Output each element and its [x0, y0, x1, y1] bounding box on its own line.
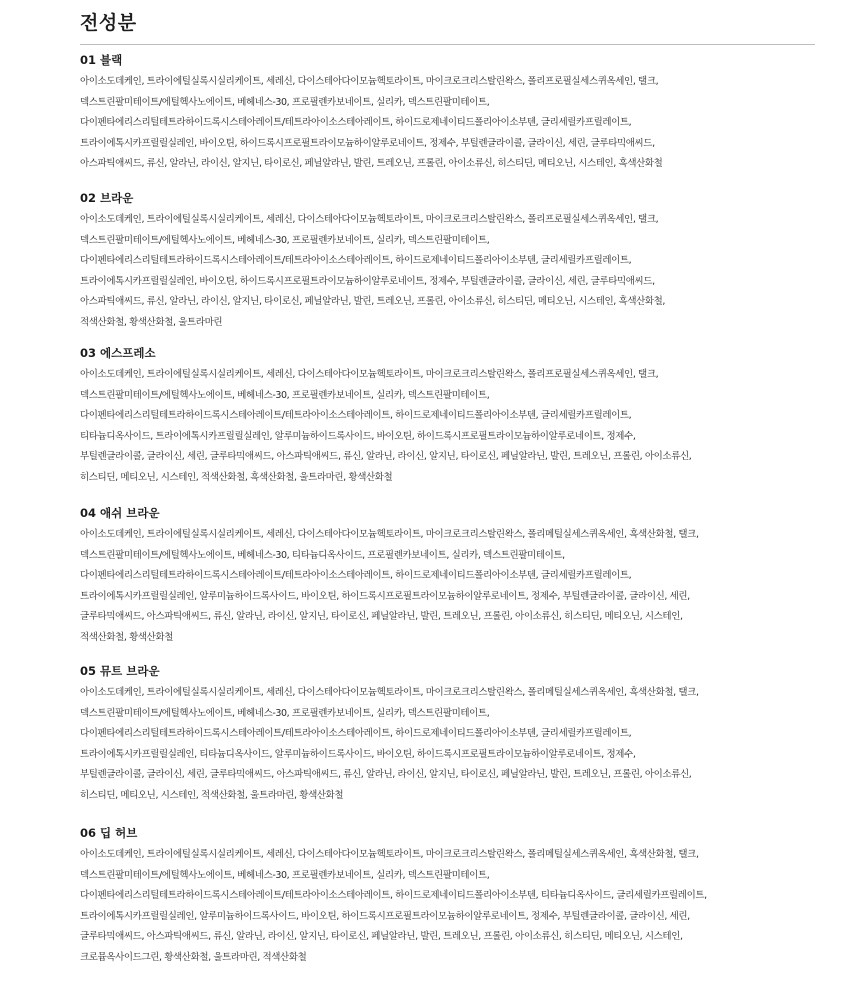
- ingredient-line: 다이펜타에리스리틸테트라하이드록시스테아레이트/테트라아이소스테아레이트, 하이드로제네이티드폴리아이소부텐, 글리세릴카프릴레이트,: [80, 728, 632, 739]
- ingredient-line: 트라이에톡시카프릴릴실레인, 티타늄디옥사이드, 알루미늄하이드록사이드, 바이오틴, 하이드록시프로필트라이모늄하이알루로네이트, 정제수,: [80, 748, 636, 760]
- ingredient-line: 아이소도데케인, 트라이에틸실록시실리케이트, 세레신, 다이스테아다이모늄헥토라이트, 마이크로크리스탈린왁스, 폴리프로필실세스퀴옥세인, 탤크,: [80, 369, 659, 380]
- ingredient-line: 아이소도데케인, 트라이에틸실록시실리케이트, 세레신, 다이스테아다이모늄헥토라이트, 마이크로크리스탈린왁스, 폴리메틸실세스퀴옥세인, 흑색산화철, 탤크,: [80, 687, 699, 698]
- ingredient-line: 글루타믹애씨드, 아스파틱애씨드, 류신, 알라닌, 라이신, 알지닌, 타이로신, 페닐알라닌, 발린, 트레오닌, 프롤린, 아이소류신, 히스티딘, 메티오닌, 시스테인,: [80, 931, 683, 942]
- ingredient-line: 부틸렌글라이콜, 글라이신, 세린, 글루타믹애씨드, 아스파틱애씨드, 류신, 알라닌, 라이신, 알지닌, 타이로신, 페닐알라닌, 발린, 트레오닌, 프롤린, 아이소류신,: [80, 769, 692, 780]
- ingredient-line: 티타늄디옥사이드, 트라이에톡시카프릴릴실레인, 알루미늄하이드록사이드, 바이오틴, 하이드록시프로필트라이모늄하이알루로네이트, 정제수,: [80, 430, 636, 442]
- ingredient-line: 다이펜타에리스리틸테트라하이드록시스테아레이트/테트라아이소스테아레이트, 하이드로제네이티드폴리아이소부텐, 글리세릴카프릴레이트,: [80, 117, 632, 128]
- ingredient-line: 적색산화철, 황색산화철, 울트라마린: [80, 316, 223, 328]
- section-heading: 03 에스프레소: [80, 346, 156, 360]
- ingredient-line: 아이소도데케인, 트라이에틸실록시실리케이트, 세레신, 다이스테아다이모늄헥토라이트, 마이크로크리스탈린왁스, 폴리메틸실세스퀴옥세인, 흑색산화철, 탤크,: [80, 529, 699, 540]
- section-heading: 06 딥 허브: [80, 826, 138, 840]
- ingredient-section-03: [80, 345, 820, 488]
- ingredient-line: 아스파틱애씨드, 류신, 알라닌, 라이신, 알지닌, 타이로신, 페닐알라닌, 발린, 트레오닌, 프롤린, 아이소류신, 히스티딘, 메티오닌, 시스테인, 흑색산화철,: [80, 296, 666, 307]
- ingredient-line: 글루타믹애씨드, 아스파틱애씨드, 류신, 알라닌, 라이신, 알지닌, 타이로신, 페닐알라닌, 발린, 트레오닌, 프롤린, 아이소류신, 히스티딘, 메티오닌, 시스테인,: [80, 611, 683, 622]
- ingredient-line: 히스티딘, 메티오닌, 시스테인, 적색산화철, 흑색산화철, 울트라마린, 황색산화철: [80, 471, 393, 483]
- ingredient-line: 덱스트린팔미테이트/에틸헥사노에이트, 베헤네스-30, 프로필렌카보네이트, 실리카, 덱스트린팔미테이트,: [80, 707, 490, 719]
- ingredient-line: 다이펜타에리스리틸테트라하이드록시스테아레이트/테트라아이소스테아레이트, 하이드로제네이티드폴리아이소부텐, 글리세릴카프릴레이트,: [80, 410, 632, 421]
- ingredient-section-06: [80, 825, 820, 968]
- ingredient-section-05: [80, 663, 820, 806]
- ingredient-line: 다이펜타에리스리틸테트라하이드록시스테아레이트/테트라아이소스테아레이트, 하이드로제네이티드폴리아이소부텐, 글리세릴카프릴레이트,: [80, 570, 632, 581]
- ingredient-line: 아이소도데케인, 트라이에틸실록시실리케이트, 세레신, 다이스테아다이모늄헥토라이트, 마이크로크리스탈린왁스, 폴리메틸실세스퀴옥세인, 흑색산화철, 탤크,: [80, 849, 699, 860]
- ingredient-line: 다이펜타에리스리틸테트라하이드록시스테아레이트/테트라아이소스테아레이트, 하이드로제네이티드폴리아이소부텐, 글리세릴카프릴레이트,: [80, 255, 632, 266]
- ingredient-line: 트라이에톡시카프릴릴실레인, 알루미늄하이드록사이드, 바이오틴, 하이드록시프로필트라이모늄하이알루로네이트, 정제수, 부틸렌글라이콜, 글라이신, 세린,: [80, 590, 690, 602]
- ingredient-line: 트라이에톡시카프릴릴실레인, 바이오틴, 하이드록시프로필트라이모늄하이알루로네이트, 정제수, 부틸렌글라이콜, 글라이신, 세린, 글루타믹애씨드,: [80, 137, 655, 149]
- ingredient-line: 아이소도데케인, 트라이에틸실록시실리케이트, 세레신, 다이스테아다이모늄헥토라이트, 마이크로크리스탈린왁스, 폴리프로필실세스퀴옥세인, 탤크,: [80, 214, 659, 225]
- ingredient-line: 적색산화철, 황색산화철: [80, 631, 174, 643]
- section-heading: 05 뮤트 브라운: [80, 664, 160, 678]
- section-heading: 01 블랙: [80, 53, 123, 67]
- ingredient-section-01: [80, 52, 820, 175]
- section-heading: 04 애쉬 브라운: [80, 506, 160, 520]
- ingredient-line: 히스티딘, 메티오닌, 시스테인, 적색산화철, 울트라마린, 황색산화철: [80, 789, 344, 801]
- title-divider: [80, 44, 815, 45]
- ingredient-line: 다이펜타에리스리틸테트라하이드록시스테아레이트/테트라아이소스테아레이트, 하이드로제네이티드폴리아이소부텐, 티타늄디옥사이드, 글리세릴카프릴레이트,: [80, 890, 707, 901]
- ingredient-section-02: [80, 190, 820, 333]
- ingredient-section-04: [80, 505, 820, 648]
- ingredient-line: 아이소도데케인, 트라이에틸실록시실리케이트, 세레신, 다이스테아다이모늄헥토라이트, 마이크로크리스탈린왁스, 폴리프로필실세스퀴옥세인, 탤크,: [80, 76, 659, 87]
- ingredient-line: 트라이에톡시카프릴릴실레인, 알루미늄하이드록사이드, 바이오틴, 하이드록시프로필트라이모늄하이알루로네이트, 정제수, 부틸렌글라이콜, 글라이신, 세린,: [80, 910, 690, 922]
- ingredient-line: 크로뮴옥사이드그린, 황색산화철, 울트라마린, 적색산화철: [80, 951, 307, 963]
- ingredient-line: 덱스트린팔미테이트/에틸헥사노에이트, 베헤네스-30, 프로필렌카보네이트, 실리카, 덱스트린팔미테이트,: [80, 869, 490, 881]
- ingredient-line: 덱스트린팔미테이트/에틸헥사노에이트, 베헤네스-30, 프로필렌카보네이트, 실리카, 덱스트린팔미테이트,: [80, 389, 490, 401]
- ingredient-line: 덱스트린팔미테이트/에틸헥사노에이트, 베헤네스-30, 티타늄디옥사이드, 프로필렌카보네이트, 실리카, 덱스트린팔미테이트,: [80, 549, 565, 561]
- ingredient-line: 덱스트린팔미테이트/에틸헥사노에이트, 베헤네스-30, 프로필렌카보네이트, 실리카, 덱스트린팔미테이트,: [80, 96, 490, 108]
- ingredient-line: 부틸렌글라이콜, 글라이신, 세린, 글루타믹애씨드, 아스파틱애씨드, 류신, 알라닌, 라이신, 알지닌, 타이로신, 페닐알라닌, 발린, 트레오닌, 프롤린, 아이소류신,: [80, 451, 692, 462]
- ingredient-line: 아스파틱애씨드, 류신, 알라닌, 라이신, 알지닌, 타이로신, 페닐알라닌, 발린, 트레오닌, 프롤린, 아이소류신, 히스티딘, 메티오닌, 시스테인, 흑색산화철: [80, 158, 663, 169]
- ingredient-line: 덱스트린팔미테이트/에틸헥사노에이트, 베헤네스-30, 프로필렌카보네이트, 실리카, 덱스트린팔미테이트,: [80, 234, 490, 246]
- ingredient-line: 트라이에톡시카프릴릴실레인, 바이오틴, 하이드록시프로필트라이모늄하이알루로네이트, 정제수, 부틸렌글라이콜, 글라이신, 세린, 글루타믹애씨드,: [80, 275, 655, 287]
- page-title: 전성분: [80, 12, 137, 34]
- section-heading: 02 브라운: [80, 191, 134, 205]
